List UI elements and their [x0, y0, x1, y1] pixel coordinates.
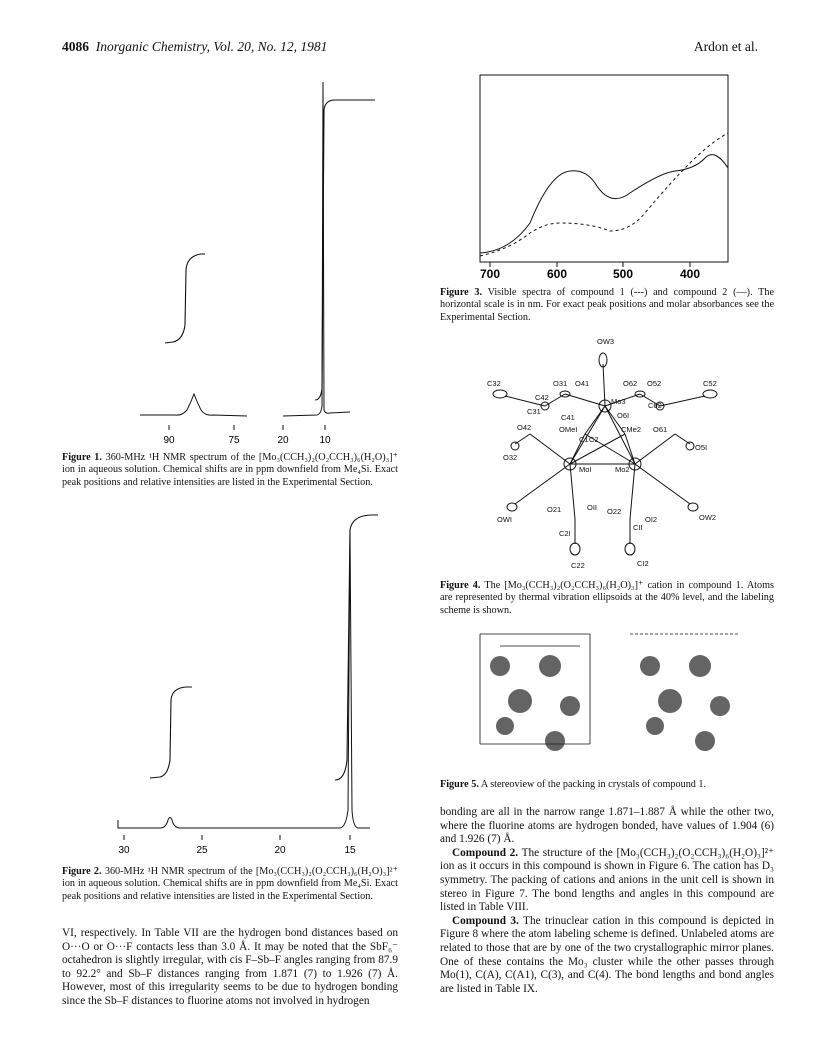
- figure2-tick-20: 20: [274, 845, 286, 856]
- figure2-caption-label: Figure 2.: [62, 866, 102, 877]
- running-header-authors: Ardon et al.: [693, 39, 758, 54]
- figure3-caption: [440, 287, 774, 324]
- figure3-tick-400: 400: [679, 267, 701, 281]
- atom-label: OWI: [497, 515, 512, 524]
- figure4-caption: [440, 580, 774, 617]
- figure4-caption-label: Figure 4.: [440, 580, 481, 591]
- figure5-caption: [440, 779, 774, 791]
- figure3-spectra: [470, 73, 750, 283]
- figure1-caption-label: Figure 1.: [62, 452, 102, 463]
- atom-label: O5I: [695, 443, 708, 452]
- compound3-text: The trinuclear cation in this compound is depicted in Figure 8 where the atom labeling scheme is defined. Unlabeled atoms are related to those that are by one of the two crystallographic mirror planes. One of these contains the Mo₃ cluster while the other passes through Mo(1), C(A), C(A1), C(3), and C(4). The bond lengths and bond angles are listed in Table IX.: [440, 914, 774, 995]
- compound3-paragraph: [440, 915, 774, 997]
- atom-label: OW3: [597, 337, 615, 346]
- atom-label: CII: [633, 523, 643, 532]
- atom-label: OII: [587, 503, 598, 512]
- atom-label: C1: [579, 435, 589, 444]
- figure2-caption-text: 360-MHz ¹H NMR spectrum of the [Mo₃(CCH₃)₂(O₂CCH₃)₆(H₂O)₃]²⁺ ion in aqueous solution. Chemical shifts are in ppm downfield from Me₄Si. Exact peak positions and relative intensities are listed in the Experimental Section.: [62, 866, 398, 902]
- figure2-caption: [62, 866, 398, 903]
- atom-label: MoI: [579, 465, 592, 474]
- left-column-text: [62, 927, 398, 1009]
- figure1-caption-text: 360-MHz ¹H NMR spectrum of the [Mo₃(CCH₃)₂(O₂CCH₃)₆(H₂O)₃]⁺ ion in aqueous solution. Chemical shifts are in ppm downfield from Me₄Si. Exact peak positions and relative intensities are listed in the Experimental Section.: [62, 452, 398, 488]
- figure3-caption-label: Figure 3.: [440, 287, 483, 298]
- atom-label: OI2: [645, 515, 658, 524]
- atom-label: C42: [535, 393, 549, 402]
- figure1-caption: [62, 452, 398, 489]
- atom-label: OW2: [699, 513, 717, 522]
- atom-label: CMe2: [621, 425, 642, 434]
- figure3-tick-700: 700: [479, 267, 501, 281]
- figure2-spectrum: [110, 510, 390, 865]
- atom-label: O32: [503, 453, 518, 462]
- running-header-left: [62, 39, 327, 55]
- atom-label: O42: [517, 423, 532, 432]
- figure5-stereoview: [440, 626, 774, 766]
- atom-label: O21: [547, 505, 562, 514]
- figure3-caption-text: Visible spectra of compound 1 (---) and compound 2 (—). The horizontal scale is in nm. For exact peak positions and molar absorbances see the Experimental Section.: [440, 287, 774, 323]
- atom-label: C62: [648, 401, 662, 410]
- atom-label: O31: [553, 379, 568, 388]
- atom-label: O41: [575, 379, 590, 388]
- atom-label: Mo3: [611, 397, 626, 406]
- atom-label: C22: [571, 561, 585, 570]
- right-column-text: [440, 806, 774, 996]
- atom-label: CI2: [637, 559, 649, 568]
- figure2-tick-15: 15: [344, 845, 356, 856]
- atom-label: O6I: [617, 411, 630, 420]
- figure4-caption-text: The [Mo₃(CCH₃)₂(O₂CCH₃)₆(H₂O)₃]⁺ cation in compound 1. Atoms are represented by thermal vibration ellipsoids at the 40% level, and the labeling scheme is shown.: [440, 580, 774, 616]
- figure5-caption-text: A stereoview of the packing in crystals of compound 1.: [480, 779, 707, 790]
- atom-label: C31: [527, 407, 541, 416]
- figure3-tick-600: 600: [546, 267, 568, 281]
- compound2-text: The structure of the [Mo₃(CCH₃)₂(O₂CCH₃)₆(H₂O)₃]²⁺ ion as it occurs in this compound is shown in Figure 6. The cation has D₃ symmetry. The packing of cations and anions in the unit cell is shown in stereo in Figure 7. The bond lengths and angles in this compound are listed in Table VIII.: [440, 846, 775, 914]
- figure2-tick-30: 30: [118, 845, 130, 856]
- compound3-heading: Compound 3.: [452, 914, 519, 927]
- atom-label: O52: [647, 379, 662, 388]
- figure1-tick-75: 75: [228, 435, 240, 446]
- atom-label: C2I: [559, 529, 571, 538]
- atom-label: O22: [607, 507, 622, 516]
- atom-label: OMeI: [559, 425, 578, 434]
- compound2-paragraph: [440, 847, 774, 915]
- figure1-tick-90: 90: [163, 435, 175, 446]
- atom-label: C2: [589, 435, 599, 444]
- figure5-caption-label: Figure 5.: [440, 779, 479, 790]
- atom-label: O61: [653, 425, 668, 434]
- figure1-tick-20: 20: [277, 435, 289, 446]
- atom-label: C52: [703, 379, 717, 388]
- figure1-tick-10: 10: [319, 435, 331, 446]
- figure3-tick-500: 500: [612, 267, 634, 281]
- atom-label: C41: [561, 413, 575, 422]
- figure4-structure: [475, 334, 745, 574]
- figure2-tick-25: 25: [196, 845, 208, 856]
- continuation-paragraph: bonding are all in the narrow range 1.871–1.887 Å while the other two, where the fluorine atoms are hydrogen bonded, have values of 1.904 (6) and 1.926 (7) Å.: [440, 806, 774, 846]
- atom-label: Mo2: [615, 465, 630, 474]
- left-column-paragraph: VI, respectively. In Table VII are the hydrogen bond distances based on O···O or O···F contacts less than 3.0 Å. It may be noted that the SbF₆⁻ octahedron is slightly irregular, with cis F–Sb–F angles ranging from 87.9 to 92.2° and Sb–F distances ranging from 1.871 (7) to 1.926 (7) Å. However, most of this irregularity seems to be due to hydrogen bonding since the Sb–F distances to fluorine atoms not involved in hydrogen: [62, 927, 398, 1007]
- journal-citation: Inorganic Chemistry, Vol. 20, No. 12, 1981: [95, 39, 328, 54]
- atom-label: O62: [623, 379, 638, 388]
- atom-label: C32: [487, 379, 501, 388]
- page-number: 4086: [62, 39, 89, 54]
- compound2-heading: Compound 2.: [452, 846, 519, 859]
- figure1-spectrum: [135, 70, 385, 455]
